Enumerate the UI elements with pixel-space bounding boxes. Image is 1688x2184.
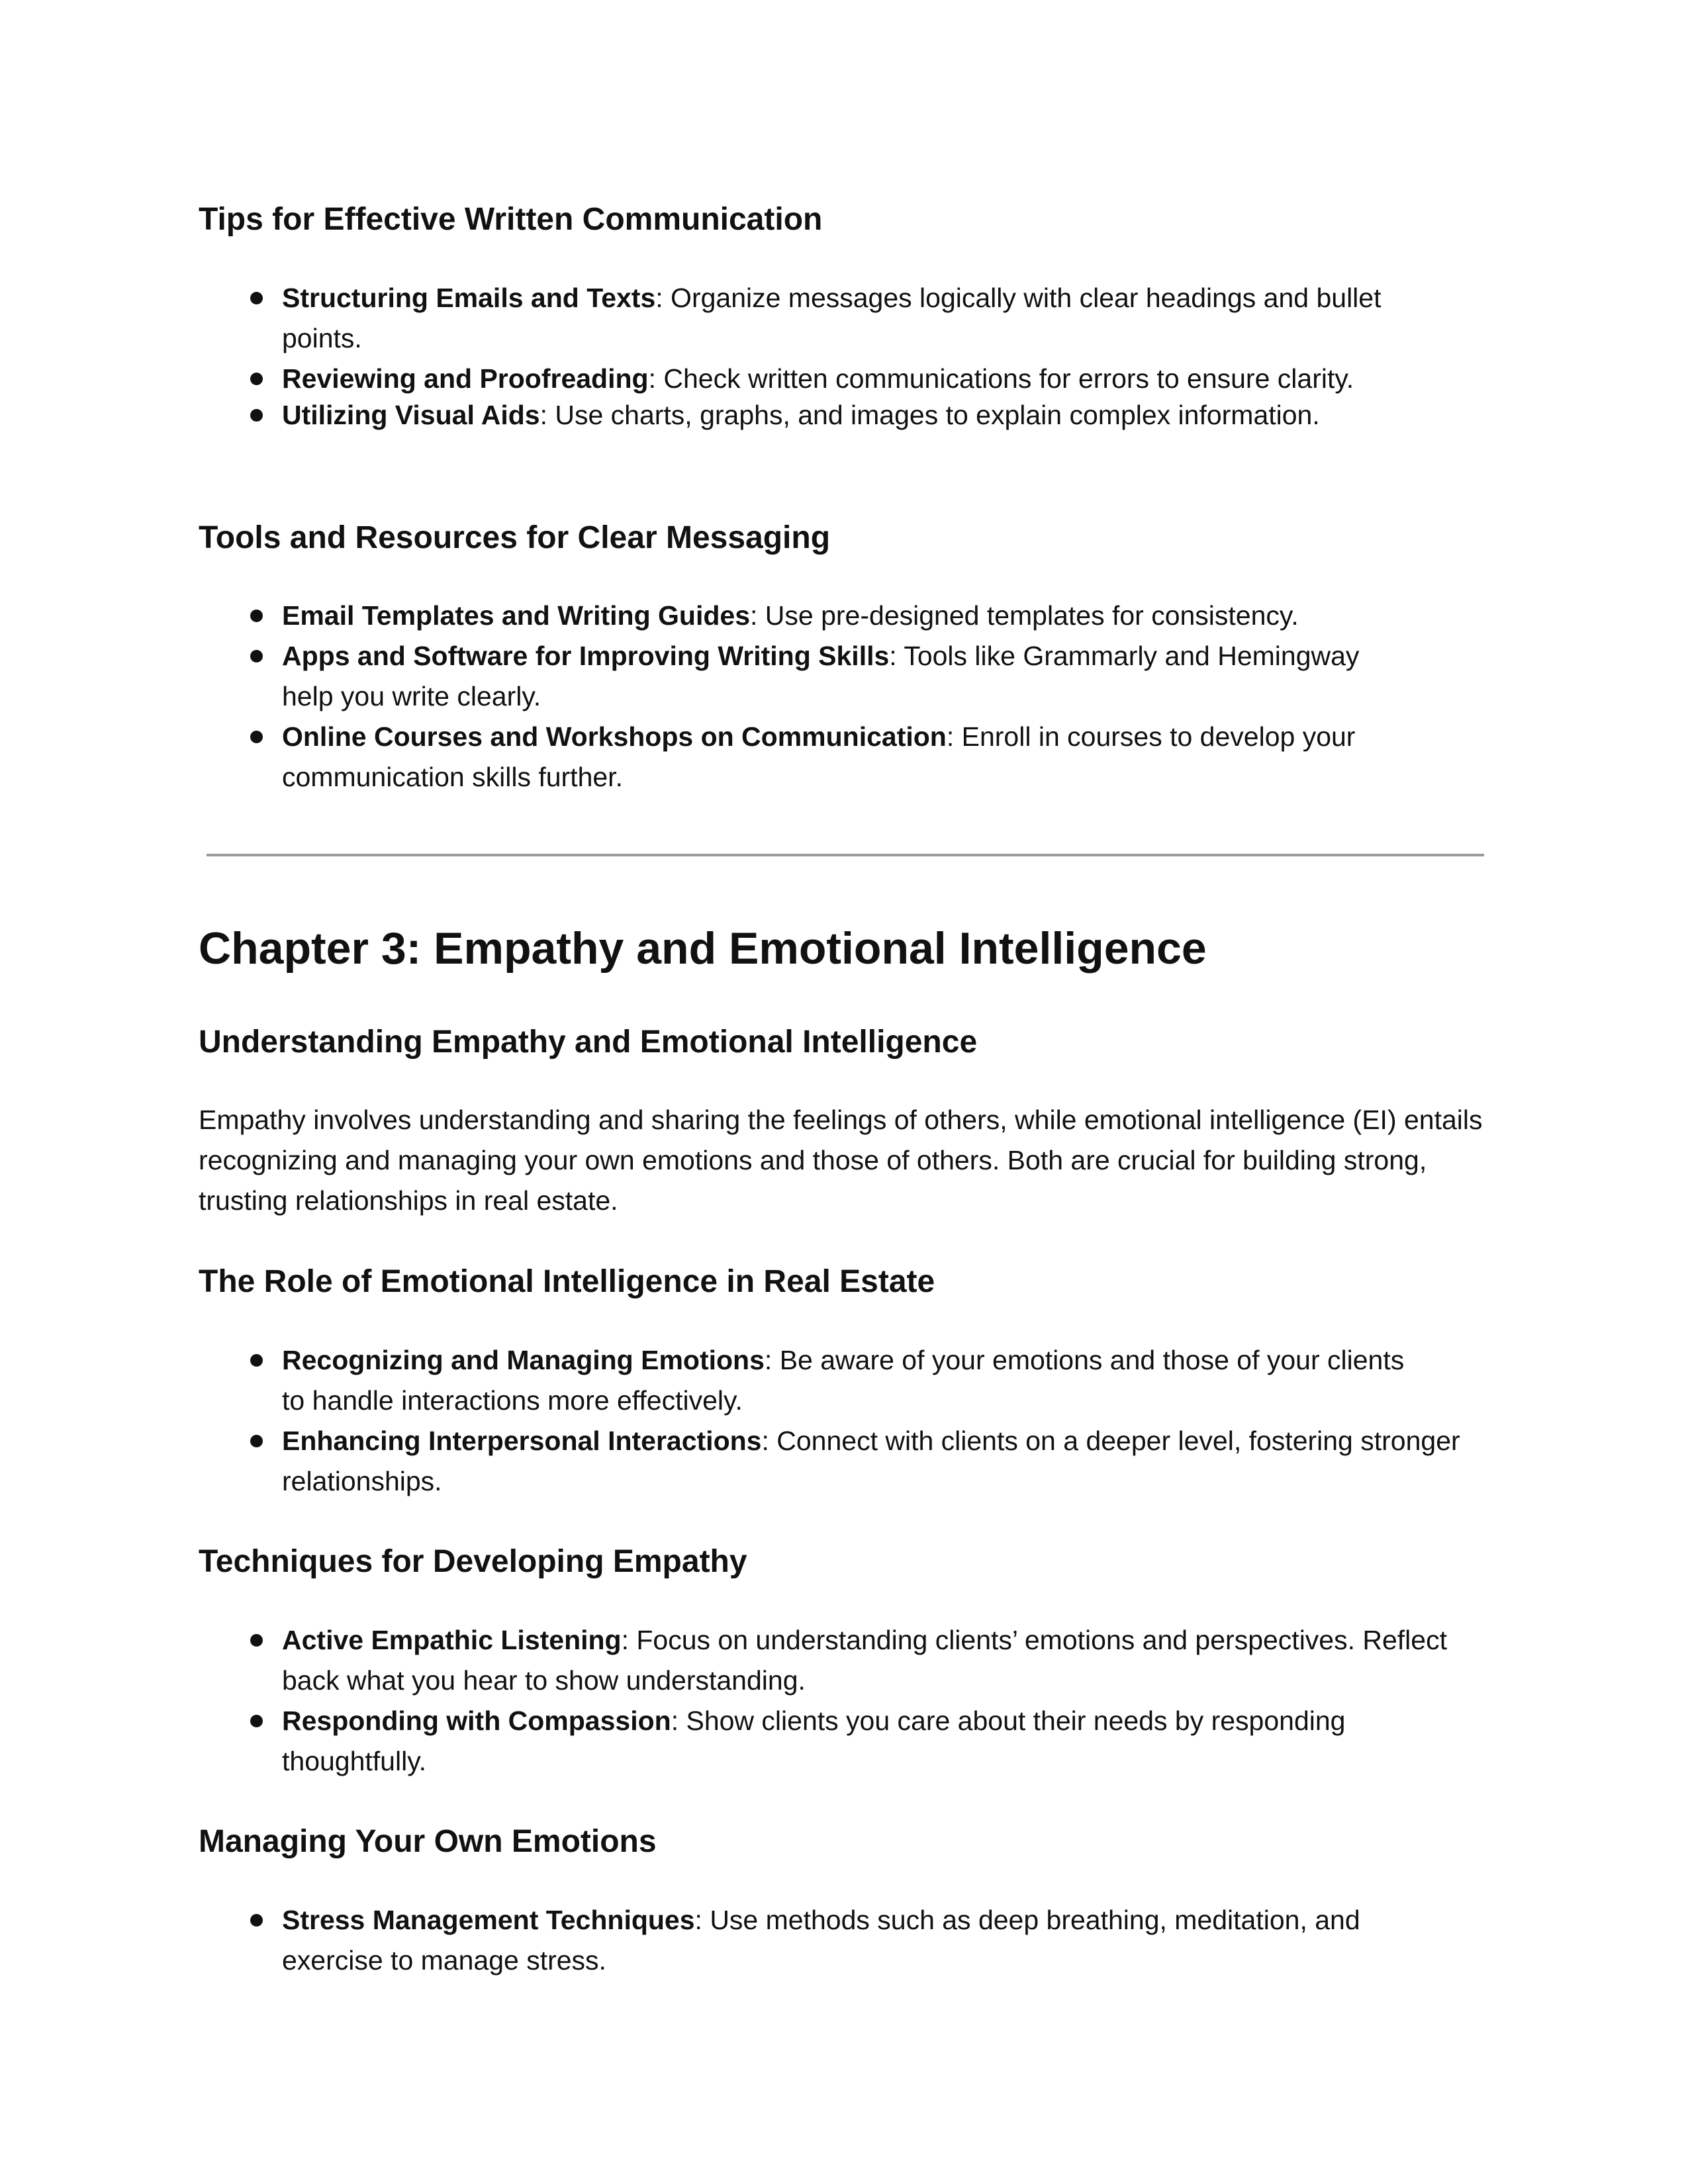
list-item: [282, 278, 1467, 359]
list-item: [282, 395, 1474, 435]
understanding-paragraph: Empathy involves understanding and sharing the feelings of others, while emotional intelligence (EI) entails recognizing and managing your own emotions and those of others. Both are crucial for building strong, trusting relationships in real estate.: [199, 1105, 1483, 1216]
item-term: Utilizing Visual Aids: [282, 400, 540, 430]
item-desc: : Focus on understanding clients’ emotions and perspectives. Reflect back what you hear to show understanding.: [282, 1625, 1447, 1696]
tools-list: [282, 596, 1374, 797]
section-heading-techniques: Techniques for Developing Empathy: [199, 1544, 747, 1579]
list-item: [282, 1701, 1480, 1782]
item-term: Structuring Emails and Texts: [282, 283, 656, 313]
item-desc: : Connect with clients on a deeper level, fostering stronger relationships.: [282, 1426, 1460, 1496]
list-item: [282, 359, 1474, 399]
item-term: Apps and Software for Improving Writing Skills: [282, 641, 890, 671]
bullet-icon: [250, 1435, 263, 1447]
chapter-title: Chapter 3: Empathy and Emotional Intelligence: [199, 923, 1207, 974]
item-term: Recognizing and Managing Emotions: [282, 1345, 765, 1375]
bullet-icon: [250, 373, 263, 385]
section-heading-understanding: Understanding Empathy and Emotional Intelligence: [199, 1024, 978, 1060]
item-term: Stress Management Techniques: [282, 1905, 695, 1935]
item-desc: : Organize messages logically with clear headings and bullet points.: [282, 283, 1382, 353]
list-item: [282, 717, 1374, 797]
tips-list: [282, 278, 1474, 435]
list-item: [282, 636, 1374, 717]
item-desc: : Be aware of your emotions and those of your clients to handle interactions more effectively.: [282, 1345, 1405, 1416]
bullet-icon: [250, 1715, 263, 1727]
item-desc: : Use pre-designed templates for consistency.: [750, 600, 1299, 631]
bullet-icon: [250, 409, 263, 422]
role-list: [282, 1340, 1480, 1502]
item-desc: : Tools like Grammarly and Hemingway help you write clearly.: [282, 641, 1360, 711]
bullet-icon: [250, 610, 263, 622]
section-heading-tips: Tips for Effective Written Communication: [199, 202, 823, 237]
section-heading-managing: Managing Your Own Emotions: [199, 1824, 657, 1859]
item-term: Enhancing Interpersonal Interactions: [282, 1426, 762, 1456]
list-item: [282, 1421, 1480, 1502]
managing-list: [282, 1900, 1421, 1981]
section-heading-role: The Role of Emotional Intelligence in Real Estate: [199, 1264, 935, 1299]
bullet-icon: [250, 731, 263, 743]
item-term: Active Empathic Listening: [282, 1625, 622, 1655]
horizontal-divider: [207, 854, 1484, 856]
item-desc: : Use charts, graphs, and images to explain complex information.: [539, 400, 1320, 430]
item-term: Reviewing and Proofreading: [282, 363, 649, 394]
bullet-icon: [250, 1354, 263, 1367]
bullet-icon: [250, 1634, 263, 1647]
item-term: Responding with Compassion: [282, 1706, 671, 1736]
bullet-icon: [250, 1914, 263, 1927]
item-desc: : Enroll in courses to develop your communication skills further.: [282, 721, 1356, 792]
bullet-icon: [250, 650, 263, 662]
list-item: [282, 1620, 1480, 1701]
item-term: Email Templates and Writing Guides: [282, 600, 751, 631]
item-term: Online Courses and Workshops on Communication: [282, 721, 947, 752]
section-heading-tools: Tools and Resources for Clear Messaging: [199, 520, 831, 555]
list-item: [282, 1340, 1407, 1421]
list-item: [282, 596, 1374, 636]
bullet-icon: [250, 292, 263, 304]
item-desc: : Show clients you care about their needs by responding thoughtfully.: [282, 1706, 1346, 1776]
list-item: [282, 1900, 1421, 1981]
item-desc: : Use methods such as deep breathing, meditation, and exercise to manage stress.: [282, 1905, 1360, 1976]
item-desc: : Check written communications for errors to ensure clarity.: [648, 363, 1354, 394]
techniques-list: [282, 1620, 1480, 1782]
